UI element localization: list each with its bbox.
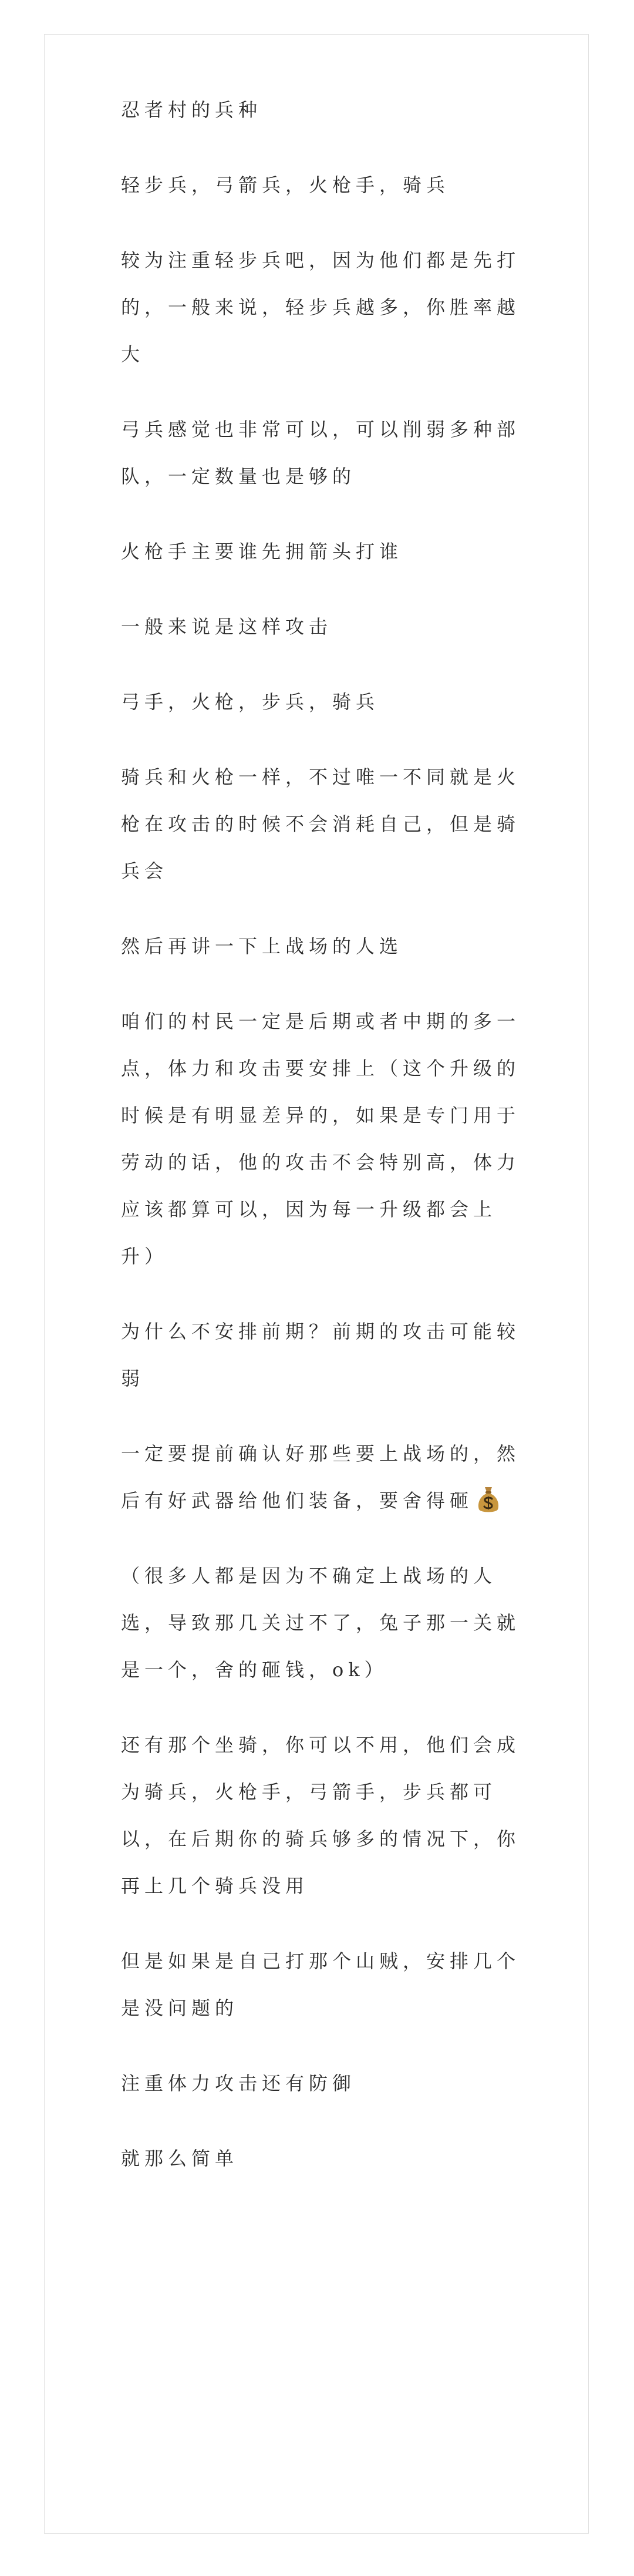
- paragraph: 轻步兵，弓箭兵，火枪手，骑兵: [121, 174, 450, 196]
- document-content: [121, 86, 532, 2210]
- heading-paragraph: 忍者村的兵种: [121, 99, 262, 121]
- paragraph: 还有那个坐骑，你可以不用，他们会成为骑兵，火枪手，弓箭手，步兵都可以，在后期你的骑兵够多的情况下，你再上几个骑兵没用: [121, 1734, 521, 1897]
- paragraph: 然后再讲一下上战场的人选: [121, 935, 403, 957]
- paragraph-with-icon: [121, 1430, 532, 1524]
- paragraph-text: 一定要提前确认好那些要上战场的，然后有好武器给他们装备，要舍得砸: [121, 1442, 521, 1512]
- paragraph: 就那么简单: [121, 2147, 239, 2170]
- paragraph: 为什么不安排前期？前期的攻击可能较弱: [121, 1320, 521, 1390]
- paragraph: （很多人都是因为不确定上战场的人选，导致那几关过不了，兔子那一关就是一个，舍的砸钱，ok）: [121, 1565, 521, 1681]
- paragraph: 较为注重轻步兵吧，因为他们都是先打的，一般来说，轻步兵越多，你胜率越大: [121, 249, 521, 365]
- paragraph: 火枪手主要谁先拥箭头打谁: [121, 540, 403, 563]
- paragraph: 注重体力攻击还有防御: [121, 2072, 356, 2094]
- document-page: [44, 34, 589, 2534]
- paragraph: 弓手，火枪，步兵，骑兵: [121, 691, 380, 713]
- paragraph: 一般来说是这样攻击: [121, 616, 333, 638]
- paragraph: 骑兵和火枪一样，不过唯一不同就是火枪在攻击的时候不会消耗自己，但是骑兵会: [121, 766, 521, 882]
- paragraph: 弓兵感觉也非常可以，可以削弱多种部队，一定数量也是够的: [121, 418, 521, 487]
- money-bag-icon: [476, 1484, 501, 1514]
- paragraph: 咱们的村民一定是后期或者中期的多一点，体力和攻击要安排上（这个升级的时候是有明显差异的，如果是专门用于劳动的话，他的攻击不会特别高，体力应该都算可以，因为每一升级都会上升）: [121, 1010, 521, 1267]
- paragraph: 但是如果是自己打那个山贼，安排几个是没问题的: [121, 1950, 521, 2019]
